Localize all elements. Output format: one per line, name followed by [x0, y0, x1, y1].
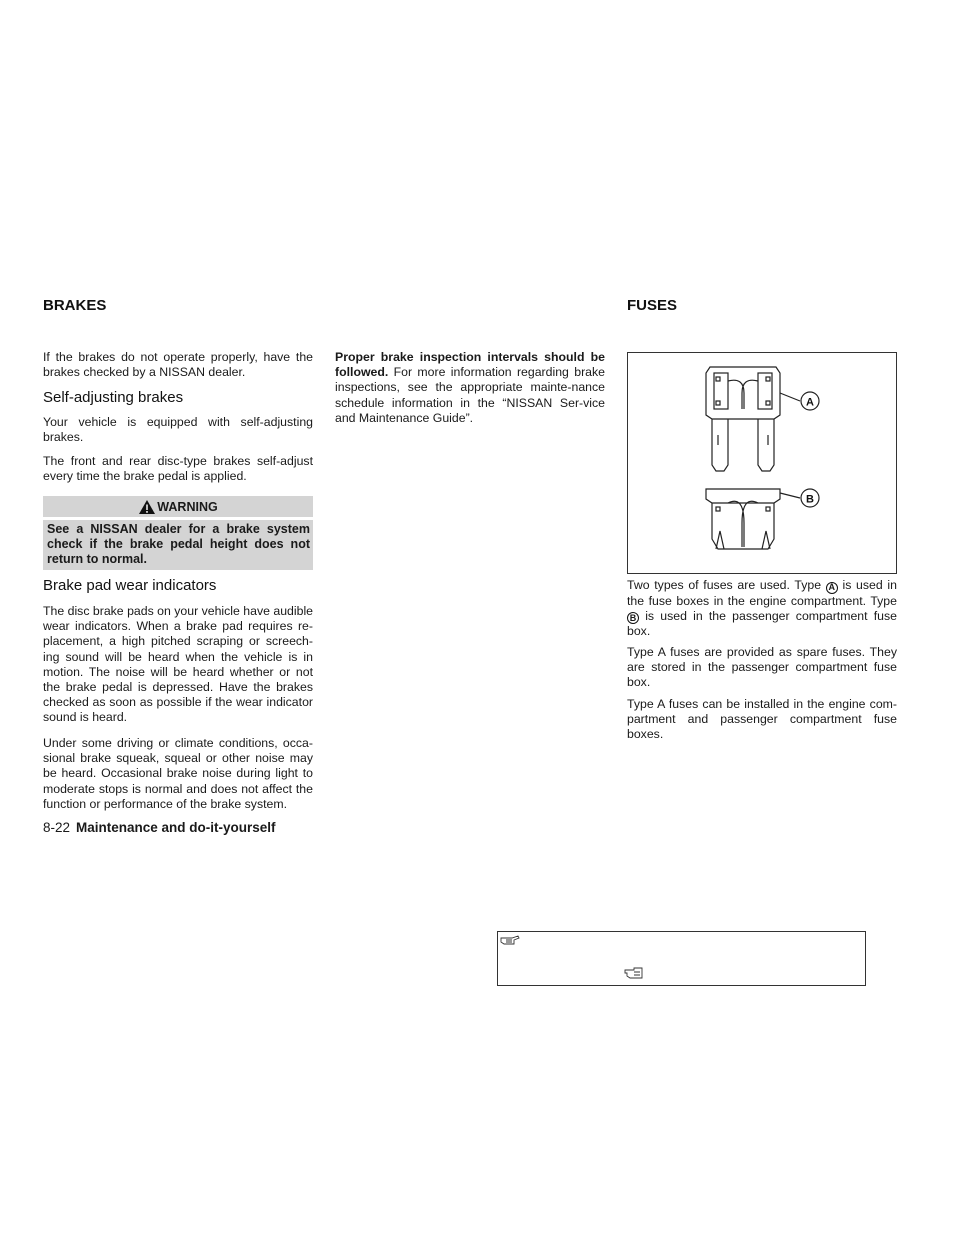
warning-label: WARNING — [157, 499, 218, 514]
type-b-circle: B — [627, 612, 639, 624]
inspection-rest: For more information regarding brake inspections, see the appropriate mainte-nance schedule information in the “NISSAN Ser-vice and Maintenance Guide”. — [335, 365, 605, 425]
inspection-paragraph — [335, 350, 605, 426]
type-a-circle: A — [826, 582, 838, 594]
pointing-hand-icon-2 — [624, 967, 644, 979]
wear-indicators-p1: The disc brake pads on your vehicle have audible wear indicators. When a brake pad requires re-placement, a high pitched scraping or screech-ing sound will be heard when the vehicle is in motion. The noise will be heard whether or not the brake pedal is depressed. Have the brakes checked as soon as possible if the wear indicator sound is heard. — [43, 604, 314, 725]
fuses-p1-c: is used in the passenger compartment fuse box. — [627, 608, 897, 639]
warning-text: See a NISSAN dealer for a brake system check if the brake pedal height does not return to normal. — [43, 520, 313, 570]
fuses-p1-a: Two types of fuses are used. Type — [627, 578, 826, 592]
page-number: 8-22 — [43, 820, 71, 835]
wear-indicators-p2: Under some driving or climate conditions, occa-sional brake squeak, squeal or other noise may be heard. Occasional brake noise during light to moderate stops is normal and does not affect the function or performance of the brake system. — [43, 736, 313, 811]
brakes-heading: BRAKES — [43, 297, 107, 314]
self-adjusting-p1: Your vehicle is equipped with self-adjusting brakes. — [43, 415, 313, 445]
fuse-illustration — [628, 353, 896, 573]
fuses-p1 — [627, 578, 897, 639]
wear-indicators-title: Brake pad wear indicators — [43, 577, 217, 594]
pointing-hand-icon — [500, 934, 520, 946]
inspection-bold: Proper brake inspection intervals should be followed. — [335, 350, 605, 380]
warning-header — [43, 496, 313, 517]
page-footer — [43, 820, 276, 835]
chapter-title: Maintenance and do-it-yourself — [76, 820, 276, 835]
brakes-intro: If the brakes do not operate properly, have the brakes checked by a NISSAN dealer. — [43, 350, 313, 380]
fuses-p2: Type A fuses are provided as spare fuses. They are stored in the passenger compartment fuse box. — [627, 645, 897, 690]
fuses-p1-b: is used in the fuse boxes in the engine compartment. Type — [627, 578, 897, 608]
fuse-figure — [627, 352, 897, 574]
warning-triangle-icon — [138, 499, 156, 515]
figure-label-a: A — [806, 396, 814, 409]
self-adjusting-title: Self-adjusting brakes — [43, 389, 184, 406]
fuses-p3: Type A fuses can be installed in the engine com-partment and passenger compartment fuse boxes. — [627, 697, 897, 742]
figure-label-b: B — [806, 493, 814, 506]
self-adjusting-p2: The front and rear disc-type brakes self-adjust every time the brake pedal is applied. — [43, 454, 313, 484]
reference-box — [497, 931, 866, 986]
fuses-heading: FUSES — [627, 297, 678, 314]
warning-box — [43, 496, 313, 570]
